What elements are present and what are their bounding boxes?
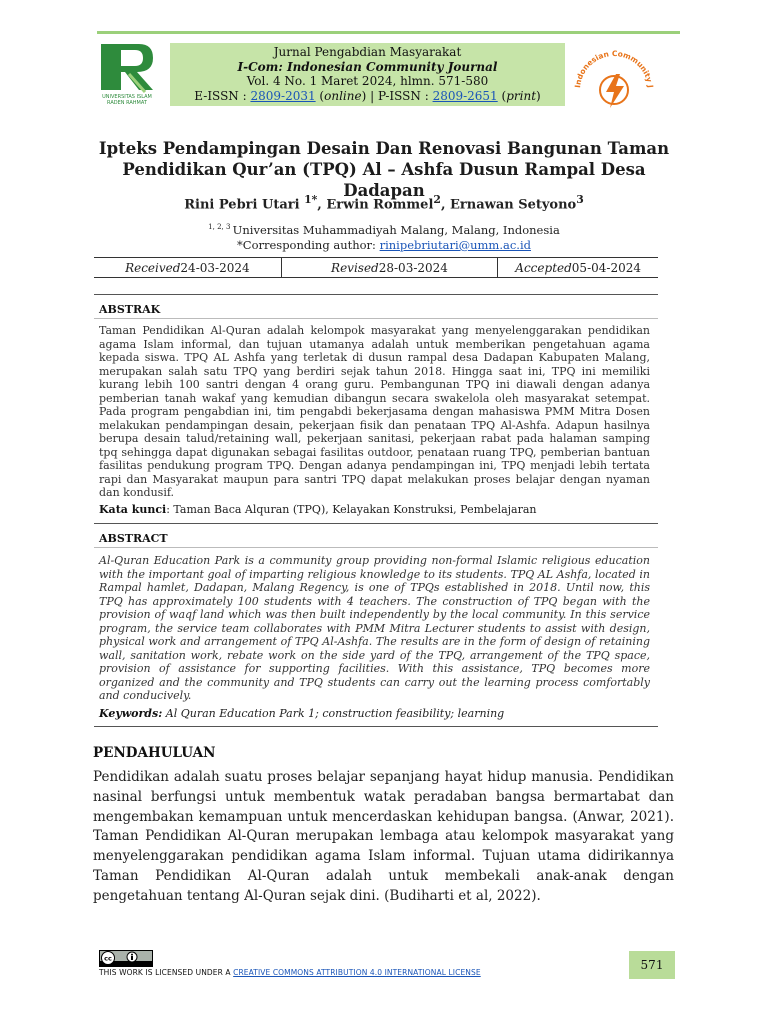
pissn-link[interactable]: 2809-2651 [432, 88, 498, 103]
journal-name: Jurnal Pengabdian Masyarakat [273, 45, 462, 59]
journal-header [170, 43, 565, 106]
affiliation-block [95, 220, 673, 253]
corresponding-label: *Corresponding author: [237, 237, 380, 252]
author-2: , Erwin Rommel [317, 197, 434, 213]
abstrak-keywords [99, 503, 650, 516]
received-cell [94, 258, 282, 277]
received-date: 24-03-2024 [180, 260, 250, 275]
abstract-bottom-rule [94, 726, 658, 727]
abstract-heading: ABSTRACT [99, 532, 168, 545]
eissn-label: E-ISSN : [194, 88, 251, 103]
svg-text:RADEN RAHMAT: RADEN RAHMAT [107, 100, 147, 106]
top-accent-line [97, 31, 680, 34]
eissn-link[interactable]: 2809-2031 [250, 88, 316, 103]
pendahuluan-text: Pendidikan adalah suatu proses belajar sepanjang hayat hidup manusia. Pendidikan nasinal berfungsi untuk membentuk watak peradaban bangsa bermartabat dan mengembakan kemampuan untuk mencerdaskan kehidupan bangsa. (Anwar, 2021). Taman Pendidikan Al-Quran merupakan lembaga atau kelompok masyarakat yang menyelenggarakan pendidikan agama Islam informal. Tujuan utama didirikannya Taman Pendidikan Al-Quran adalah untuk membekali anak-anak dengan pengetahuan tentang Al-Quran sejak dini. (Budiharti et al, 2022). [93, 769, 674, 904]
keywords-text: Al Quran Education Park 1; construction feasibility; learning [162, 707, 505, 720]
kata-kunci-label: Kata kunci [99, 503, 167, 516]
community-journal-logo [570, 38, 658, 114]
author-1-sup: 1* [304, 193, 318, 206]
abstract-top-rule [94, 523, 658, 524]
license-prefix: THIS WORK IS LICENSED UNDER A [99, 968, 234, 977]
author-3-sup: 3 [576, 193, 584, 206]
pissn-label: | P-ISSN : [366, 88, 433, 103]
online-label: online [324, 88, 362, 103]
author-2-sup: 2 [433, 193, 441, 206]
university-logo [99, 42, 155, 106]
abstrak-heading-rule [94, 318, 658, 319]
affiliation-sup: 1, 2, 3 [208, 223, 233, 231]
page-number: 571 [629, 951, 675, 979]
volume-line: Vol. 4 No. 1 Maret 2024, hlmn. 571-580 [246, 74, 489, 88]
license-notice [99, 968, 481, 977]
cc-by-badge-icon [99, 950, 153, 967]
paper-title: Ipteks Pendampingan Desain Dan Renovasi Bangunan Taman Pendidikan Qur’an (TPQ) Al – Ashfa Dusun Rampal Desa Dadapan [98, 139, 670, 200]
affiliation-text: Universitas Muhammadiyah Malang, Malang, Indonesia [232, 222, 560, 237]
print-label: print [506, 88, 537, 103]
abstrak-top-rule [94, 294, 658, 295]
author-3: , Ernawan Setyono [440, 197, 577, 213]
revised-date: 28-03-2024 [378, 260, 448, 275]
pendahuluan-heading: PENDAHULUAN [93, 745, 216, 761]
accepted-date: 05-04-2024 [571, 260, 641, 275]
svg-text:UNIVERSITAS ISLAM: UNIVERSITAS ISLAM [102, 94, 152, 100]
dates-table [94, 257, 658, 278]
received-label: Received [125, 260, 181, 275]
author-1: Rini Pebri Utari [184, 197, 305, 213]
svg-text:Indonesian Community Journal: Indonesian Community J [573, 48, 655, 89]
abstrak-heading: ABSTRAK [99, 303, 161, 316]
corresponding-email-link[interactable]: rinipebriutari@umm.ac.id [379, 237, 531, 252]
accepted-cell [498, 258, 658, 277]
kata-kunci-text: : Taman Baca Alquran (TPQ), Kelayakan Konstruksi, Pembelajaran [166, 503, 537, 516]
abstract-heading-rule [94, 547, 658, 548]
author-list [95, 193, 673, 212]
license-link[interactable]: CREATIVE COMMONS ATTRIBUTION 4.0 INTERNATIONAL LICENSE [233, 968, 481, 977]
revised-cell [282, 258, 499, 277]
svg-text:cc: cc [104, 954, 112, 963]
journal-subtitle: I-Com: Indonesian Community Journal [237, 59, 498, 74]
keywords-label: Keywords: [99, 707, 163, 720]
abstrak-text: Taman Pendidikan Al-Quran adalah kelompok masyarakat yang menyelenggarakan pendidikan agama Islam informal, dan tujuan utamanya adalah untuk memberikan pengetahuan agama kepada siswa. TPQ AL Ashfa yang terletak di dusun rampal desa Dadapan Kabupaten Malang, merupakan salah satu TPQ yang berdiri sejak tahun 2018. Hingga saat ini, TPQ ini memiliki kurang lebih 100 santri dengan 4 orang guru. Pembangunan TPQ ini diawali dengan adanya pemberian tanah wakaf yang kemudian dibangun secara swakelola oleh masyarakat setempat. Pada program pengabdian ini, tim pengabdi bekerjasama dengan mahasiswa PMM Mitra Dosen melakukan pendampingan desain, pekerjaan fisik dan penataan TPQ Al-Ashfa. Adapun hasilnya berupa desain talud/retaining wall, pekerjaan sanitasi, pekerjaan rabat pada halaman samping tpq sehingga dapat digunakan sebagai fasilitas outdoor, penataan ruang TPQ, pemberian bantuan fasilitas pendukung program TPQ. Dengan adanya pendampingan ini, TPQ menjadi lebih tertata rapi dan Masyarakat maupun para santri TPQ dapat melakukan proses belajar dengan nyaman dan kondusif. [99, 324, 650, 499]
abstract-keywords [99, 707, 650, 720]
issn-line: E-ISSN : 2809-2031 (online) | P-ISSN : 2809-2651 (print) [194, 88, 541, 103]
revised-label: Revised [331, 260, 379, 275]
accepted-label: Accepted [515, 260, 572, 275]
abstract-text: Al-Quran Education Park is a community group providing non-formal Islamic religious education with the important goal of imparting religious knowledge to its students. TPQ AL Ashfa, located in Rampal hamlet, Dadapan, Malang Regency, is one of TPQs established in 2018. Until now, this TPQ has approximately 100 students with 4 teachers. The construction of TPQ began with the provision of waqf land which was then built independently by the local community. In this service program, the service team collaborates with PMM Mitra Lecturer students to assist with design, physical work and arrangement of TPQ Al-Ashfa. The results are in the form of design of retaining wall, sanitation work, rebate work on the side yard of the TPQ, arrangement of the TPQ space, provision of assistance for supporting facilities. With this assistance, TPQ becomes more organized and the community and TPQ students can carry out the learning process comfortably and conducively. [99, 554, 650, 702]
